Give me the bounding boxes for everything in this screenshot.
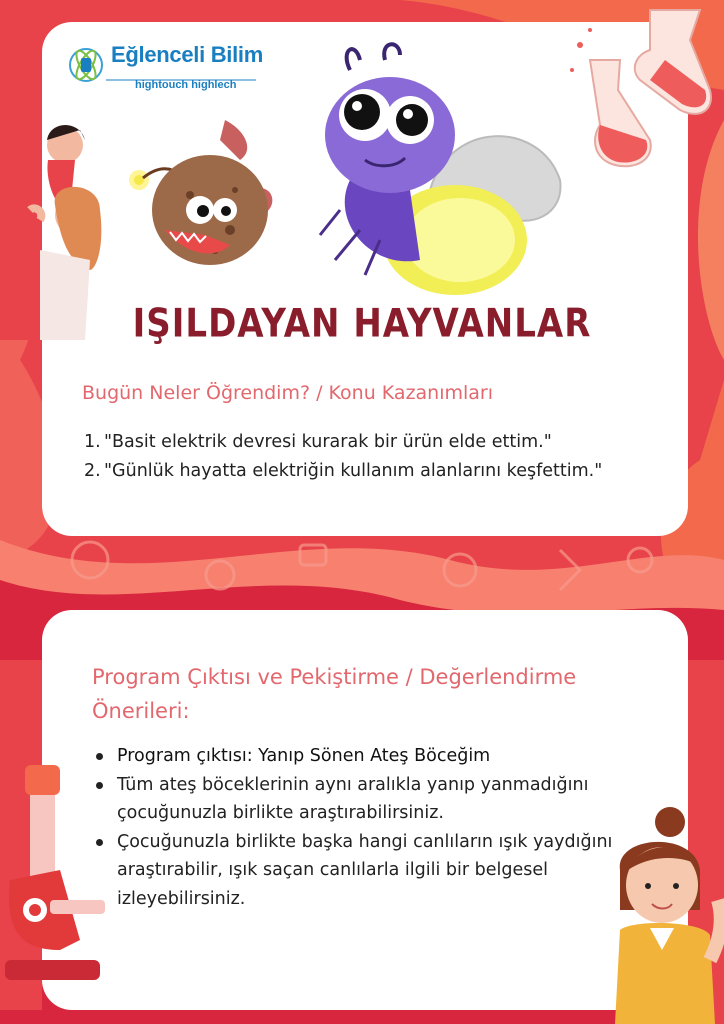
list-item — [92, 742, 632, 771]
list-item-number: 2. — [84, 461, 101, 481]
flask-icon — [560, 0, 724, 175]
page-title: IŞILDAYAN HAYVANLAR — [132, 301, 592, 347]
list-item-text: Program çıktısı: Yanıp Sönen Ateş Böceğim — [117, 746, 491, 766]
section2-heading: Program Çıktısı ve Pekiştirme / Değerlendirme Önerileri: — [92, 665, 577, 723]
bullet-icon — [96, 782, 103, 789]
learning-outcomes-list — [84, 428, 664, 486]
list-item-text: "Basit elektrik devresi kurarak bir ürün elde ettim." — [104, 432, 552, 452]
list-item — [92, 828, 632, 914]
anglerfish-illustration — [125, 110, 280, 275]
bullet-icon — [96, 839, 103, 846]
list-item — [92, 771, 632, 828]
recommendations-list — [92, 742, 632, 913]
list-item-text: Çocuğunuzla birlikte başka hangi canlıların ışık yaydığını araştırabilir, ışık saçan canlılarla ilgili bir belgesel izleyebilirsiniz. — [117, 831, 613, 909]
list-item — [84, 457, 664, 486]
logo-brand: Eğlenceli Bilim — [111, 42, 263, 67]
list-item-text: "Günlük hayatta elektriğin kullanım alanlarını keşfettim." — [104, 461, 603, 481]
section1-heading: Bugün Neler Öğrendim? / Konu Kazanımları — [82, 382, 494, 404]
bullet-icon — [96, 753, 103, 760]
list-item-number: 1. — [84, 432, 101, 452]
list-item-text: Tüm ateş böceklerinin aynı aralıkla yanıp yanmadığını çocuğunuzla birlikte araştırabilirsiniz. — [117, 774, 589, 823]
firefly-illustration — [310, 40, 580, 300]
list-item — [84, 428, 664, 457]
logo-tagline: hightouch highlech — [135, 79, 237, 91]
